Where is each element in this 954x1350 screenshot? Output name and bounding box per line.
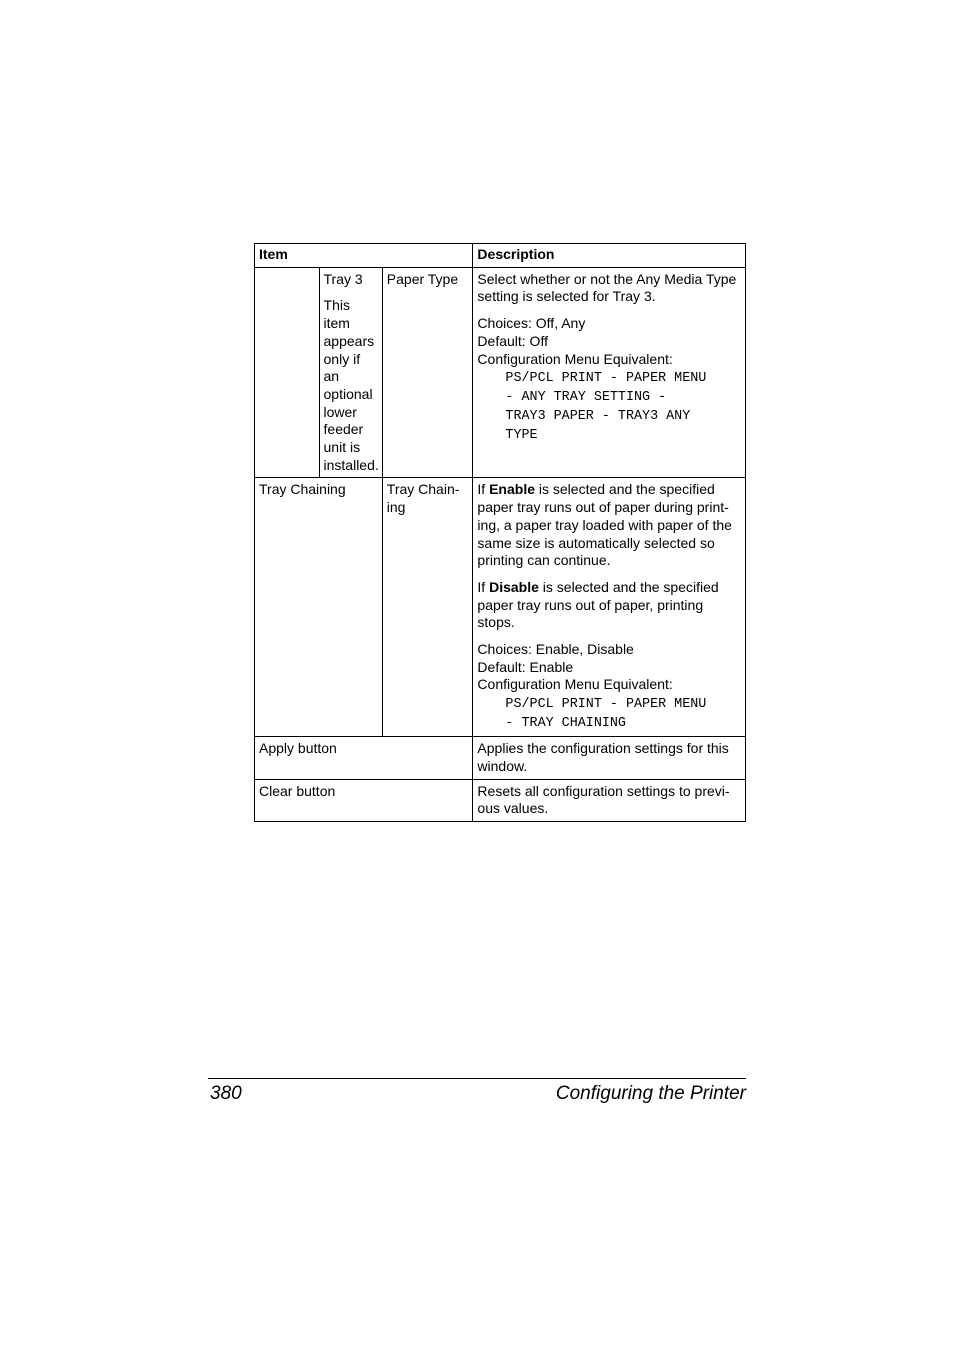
tray3-description <box>473 267 746 478</box>
menu-line: TYPE <box>505 428 538 444</box>
header-item: Item <box>255 244 473 268</box>
chaining-setting <box>382 478 473 737</box>
tray3-note: This item appears only if an optional lower feeder unit is installed. <box>323 297 379 473</box>
reference-table <box>254 243 746 822</box>
clear-description: Resets all configuration settings to previ-ous values. <box>473 779 746 821</box>
page-footer <box>208 1078 746 1104</box>
table-header-row <box>255 244 746 268</box>
menu-line: PS/PCL PRINT - PAPER MENU <box>505 697 707 713</box>
tray3-cme-label: Configuration Menu Equivalent: <box>477 350 673 367</box>
clear-item: Clear button <box>255 779 473 821</box>
tray3-label: Tray 3 <box>323 270 363 287</box>
table-row-apply <box>255 737 746 779</box>
disable-pre: If <box>477 578 490 595</box>
table-row-clear <box>255 779 746 821</box>
enable-keyword: Enable <box>489 481 535 498</box>
disable-post: is selected and the specified paper tray runs out of paper, printing stops. <box>477 578 719 631</box>
disable-paragraph <box>477 579 742 632</box>
menu-line: PS/PCL PRINT - PAPER MENU <box>505 371 707 387</box>
table-row-tray-chaining <box>255 478 746 737</box>
chaining-default: Default: Enable <box>477 658 574 675</box>
menu-line: TRAY3 PAPER - TRAY3 ANY <box>505 409 691 425</box>
chaining-menu-path <box>477 695 742 733</box>
enable-paragraph <box>477 481 742 570</box>
tray3-default: Default: Off <box>477 332 548 349</box>
chaining-item: Tray Chaining <box>255 478 383 737</box>
empty-cell <box>255 267 320 478</box>
chapter-title: Configuring the Printer <box>555 1083 746 1104</box>
chaining-choices: Choices: Enable, Disable <box>477 641 634 658</box>
page-number: 380 <box>210 1083 242 1104</box>
chaining-setting-line2: ing <box>386 499 406 516</box>
disable-keyword: Disable <box>489 578 539 595</box>
enable-post: is selected and the specified paper tray runs out of paper during print-ing, a paper tray loaded with paper of the same size is automatically selected so printing can continue. <box>477 481 732 569</box>
header-description: Description <box>473 244 746 268</box>
menu-line: - ANY TRAY SETTING - <box>505 390 667 406</box>
chaining-description <box>473 478 746 737</box>
tray3-desc-text: Select whether or not the Any Media Type setting is selected for Tray 3. <box>477 270 737 305</box>
menu-line: - TRAY CHAINING <box>505 716 626 732</box>
enable-pre: If <box>477 481 490 498</box>
tray3-choices: Choices: Off, Any <box>477 315 586 332</box>
apply-item: Apply button <box>255 737 473 779</box>
apply-description: Applies the configuration settings for this window. <box>473 737 746 779</box>
table-row-tray3 <box>255 267 746 478</box>
tray3-setting: Paper Type <box>382 267 473 478</box>
tray3-cell <box>319 267 382 478</box>
tray3-menu-path <box>477 369 742 445</box>
chaining-setting-line1: Tray Chain- <box>386 481 460 498</box>
chaining-cme-label: Configuration Menu Equivalent: <box>477 676 673 693</box>
